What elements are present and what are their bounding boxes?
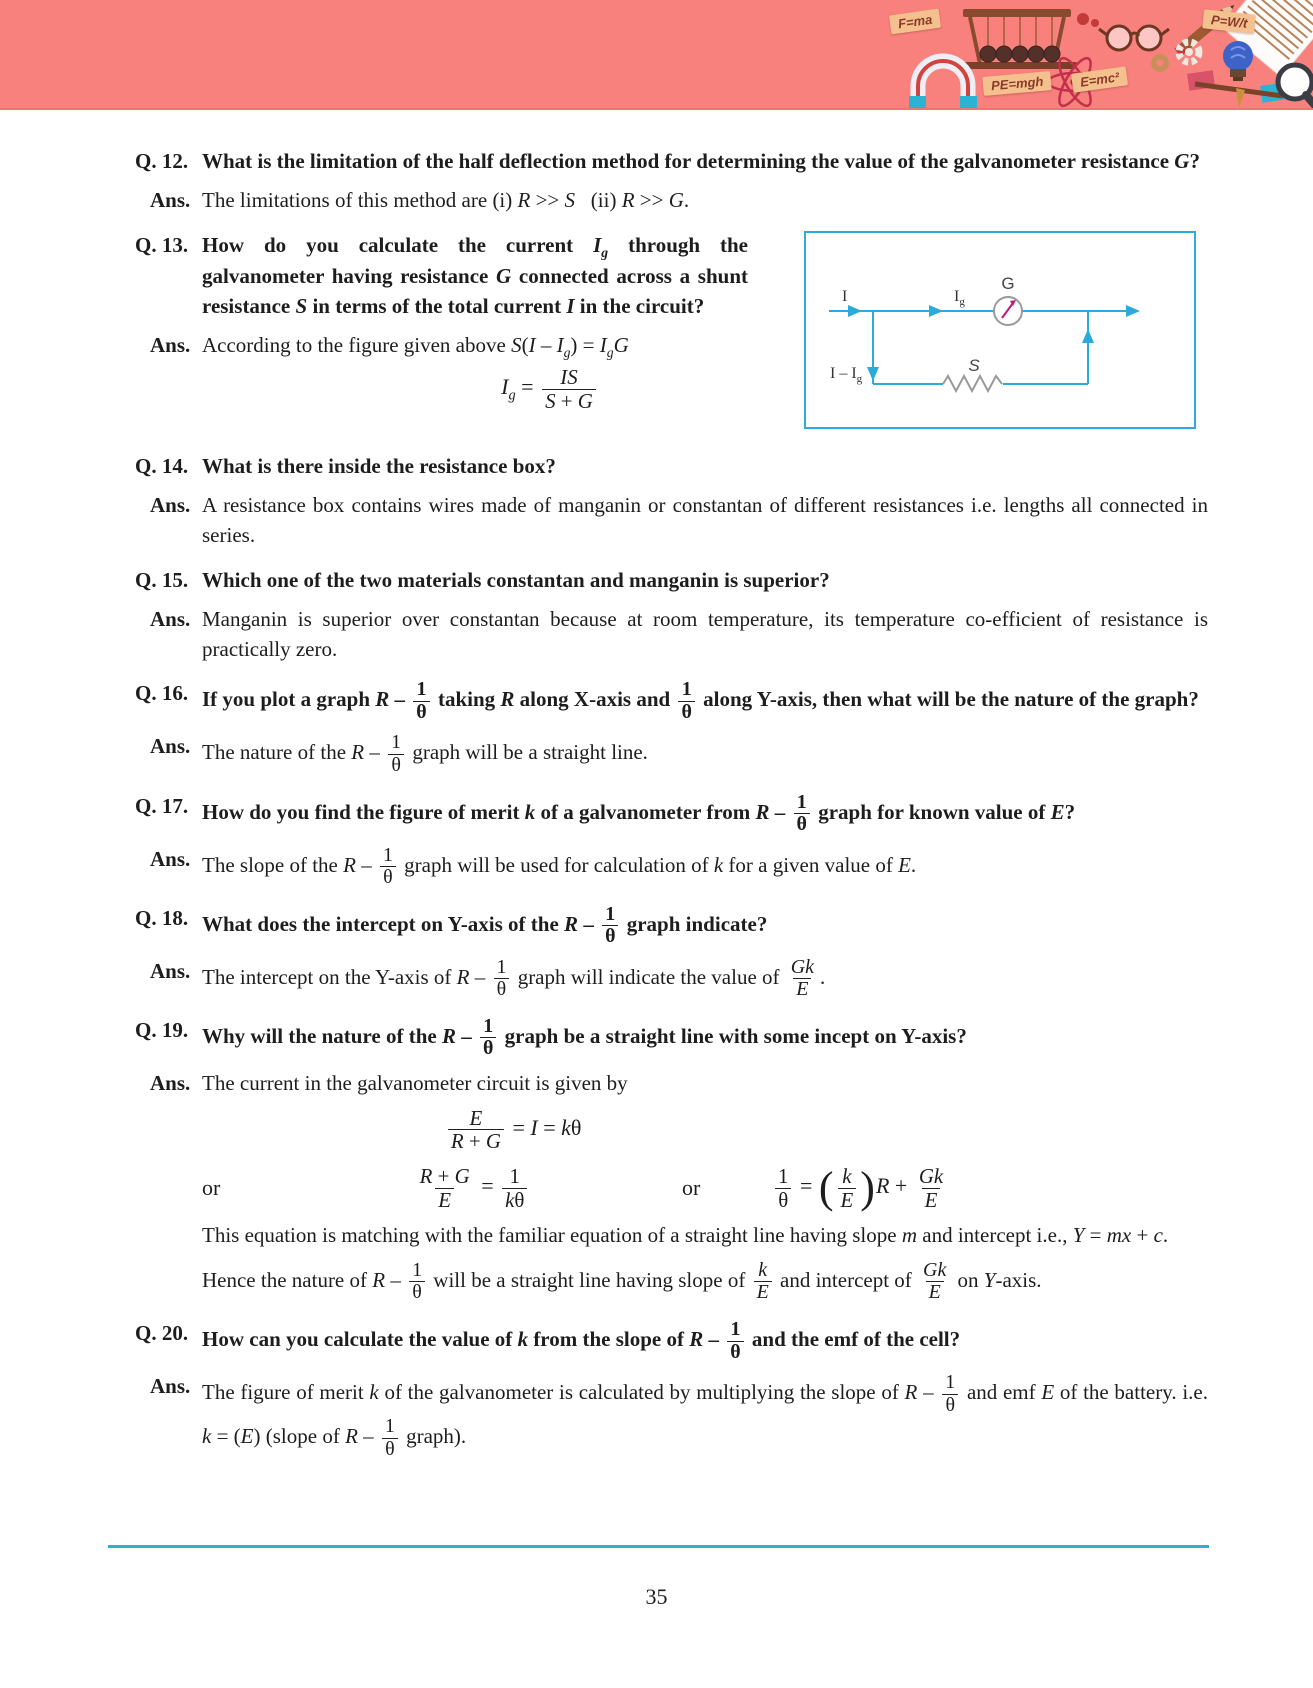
italic-term: R xyxy=(419,1163,433,1188)
italic-term: k xyxy=(561,1114,571,1140)
italic-term: G xyxy=(454,1163,470,1188)
italic-term: R xyxy=(875,1173,890,1199)
italic-term: E xyxy=(796,978,809,1001)
equation-cell: or xyxy=(202,1175,221,1201)
numerator: 1 xyxy=(391,731,402,754)
italic-term: Gk xyxy=(790,955,815,978)
big-paren: ) xyxy=(860,1163,875,1213)
italic-term: R xyxy=(755,799,770,824)
numerator xyxy=(755,1260,770,1282)
fraction xyxy=(413,679,429,723)
denominator: R + G xyxy=(448,1129,504,1153)
italic-term: R xyxy=(500,687,515,712)
page-number: 35 xyxy=(645,1584,668,1609)
magnet-icon xyxy=(909,61,977,108)
italic-term: E xyxy=(928,1281,941,1304)
italic-term: m xyxy=(901,1223,918,1248)
denominator: kθ xyxy=(502,1188,527,1212)
question-number: Q. 18. xyxy=(135,905,189,930)
equation: $\frac{E}{R + G}$ = I = kθ xyxy=(202,1107,824,1153)
answer-text: The nature of the R – $\frac{1}{\theta}$ graph will be a straight line. xyxy=(202,731,648,776)
denominator xyxy=(838,1188,857,1212)
answer-text: A resistance box contains wires made of manganin or constantan of different resistances i.e. lengths all connected in series. xyxy=(202,493,1208,548)
fraction xyxy=(542,366,596,412)
circuit-figure xyxy=(804,231,1196,438)
answer-label: Ans. xyxy=(150,493,191,518)
question-number: Q. 15. xyxy=(135,567,189,592)
fraction xyxy=(788,957,817,1001)
italic-term: R xyxy=(689,1326,704,1351)
italic-term: G xyxy=(1174,149,1190,173)
denominator: θ xyxy=(413,701,429,724)
italic-term: k xyxy=(517,1326,529,1351)
label-idiff-sub: g xyxy=(856,372,863,385)
formula-chip-pwt: P=W/t xyxy=(1202,9,1256,33)
numerator xyxy=(467,1107,486,1130)
label-ig-main: I xyxy=(954,287,960,305)
italic-term: IS xyxy=(560,365,578,390)
numerator: 1 xyxy=(483,1014,494,1037)
italic-term: R xyxy=(351,740,365,765)
answer-label: Ans. xyxy=(150,1070,191,1095)
italic-term: I xyxy=(501,374,509,400)
question-item xyxy=(135,904,1208,948)
answer-text: The slope of the R – $\frac{1}{\theta}$ graph will be used for calculation of k for a given value of E. xyxy=(202,843,917,889)
numerator: 1 xyxy=(416,678,427,701)
page-header-band xyxy=(0,0,1313,110)
question-number: Q. 20. xyxy=(135,1321,189,1345)
label-idiff-main: I – I xyxy=(830,364,857,382)
answer-item xyxy=(135,845,1208,889)
answer-item xyxy=(135,186,1208,216)
italic-term: Gk xyxy=(923,1258,947,1281)
numerator: 1 xyxy=(382,843,393,866)
denominator: θ xyxy=(382,1438,398,1461)
fraction xyxy=(502,1165,527,1211)
numerator: 1 xyxy=(509,1163,520,1188)
italic-term: I xyxy=(599,332,607,357)
numerator xyxy=(920,1260,949,1282)
equation-cell: $\frac{1}{\theta}$ = ( $\frac{k}{E}$ )R + $\frac{Gk}{E}$ xyxy=(772,1165,1208,1211)
footer-divider xyxy=(108,1545,1209,1548)
denominator: θ xyxy=(678,701,694,724)
figure-row-left xyxy=(135,231,748,417)
denominator: θ xyxy=(388,754,404,777)
question-item xyxy=(135,1016,1208,1060)
glasses-icon xyxy=(1099,26,1169,50)
question-text: How do you calculate the current $I_g$ through the galvanometer having resistance G connected across a shunt resistance S in terms of the total current I in the circuit? xyxy=(202,232,749,319)
question-number: Q. 17. xyxy=(135,793,189,818)
question-item xyxy=(135,231,748,322)
answer-item xyxy=(135,957,1208,1001)
fraction xyxy=(838,1165,857,1211)
italic-term: k xyxy=(758,1258,768,1281)
answer-label: Ans. xyxy=(150,332,191,357)
italic-term: E xyxy=(898,852,911,877)
italic-term: G xyxy=(668,187,684,212)
fraction xyxy=(678,679,694,723)
numerator xyxy=(839,1165,854,1188)
question-text: What is the limitation of the half deflection method for determining the value of the galvanometer resistance G? xyxy=(202,149,1200,173)
italic-term: Y xyxy=(1072,1223,1085,1248)
italic-term: E xyxy=(1050,799,1065,824)
subscript: g xyxy=(508,387,516,404)
answer-text: The limitations of this method are (i) R >> S (ii) R >> G. xyxy=(202,187,690,212)
answer-label: Ans. xyxy=(150,846,191,871)
italic-term: E xyxy=(924,1187,938,1212)
italic-term: I xyxy=(530,1114,538,1140)
numerator: 1 xyxy=(605,902,616,925)
denominator xyxy=(793,978,811,1001)
italic-term: Y xyxy=(983,1267,996,1292)
subscript: g xyxy=(601,244,609,260)
qa-content xyxy=(0,108,1313,1460)
italic-term: k xyxy=(713,852,724,877)
italic-term: R xyxy=(621,187,635,212)
answer-label: Ans. xyxy=(150,958,191,983)
equation-row xyxy=(202,1165,1208,1211)
italic-term: I xyxy=(528,332,536,357)
answer-label: Ans. xyxy=(150,734,191,759)
italic-term: E xyxy=(438,1187,452,1212)
answer-text: The figure of merit k of the galvanometer is calculated by multiplying the slope of R – $\frac{1}{\theta}$ and emf E of the battery. i.e. k = (E) (slope of R – $\frac{1}{\theta}$ graph). xyxy=(202,1371,1208,1460)
answer-item xyxy=(135,331,748,363)
denominator xyxy=(754,1281,772,1304)
italic-term: k xyxy=(505,1187,515,1212)
italic-term: I xyxy=(556,332,564,357)
fraction xyxy=(754,1260,772,1304)
question-number: Q. 13. xyxy=(135,232,189,257)
italic-term: R xyxy=(450,1129,464,1154)
numerator: 1 xyxy=(778,1163,789,1188)
subscript: g xyxy=(606,345,614,361)
italic-term: k xyxy=(202,1424,212,1449)
magnifier-icon xyxy=(1278,65,1313,108)
answer-item xyxy=(135,1372,1208,1460)
big-paren: ( xyxy=(818,1163,834,1213)
answer-item xyxy=(135,1069,1208,1099)
italic-term: R xyxy=(372,1267,386,1292)
denominator: θ xyxy=(380,866,396,889)
italic-term: E xyxy=(1041,1379,1055,1404)
italic-term: G xyxy=(577,388,593,413)
label-ig-sub: g xyxy=(959,295,965,308)
question-number: Q. 16. xyxy=(135,681,189,706)
numerator: 1 xyxy=(681,678,692,701)
fraction xyxy=(409,1260,425,1304)
italic-term: Gk xyxy=(918,1163,944,1188)
italic-term: R xyxy=(564,911,579,936)
label-galvanometer: G xyxy=(1001,273,1015,293)
figure-border xyxy=(805,232,1195,428)
italic-term: R xyxy=(343,852,356,877)
galvanometer-symbol xyxy=(994,297,1022,325)
question-item xyxy=(135,1319,1208,1363)
italic-term: G xyxy=(496,264,512,289)
question-item xyxy=(135,566,1208,596)
numerator: 1 xyxy=(496,955,507,978)
italic-term: R xyxy=(345,1424,358,1449)
italic-term: I xyxy=(593,232,602,257)
italic-term: G xyxy=(485,1129,501,1154)
numerator xyxy=(788,957,817,979)
formula-chip-emc2: E=mc² xyxy=(1071,66,1128,93)
equation: $I_g$ = $\frac{IS}{S + G}$ xyxy=(202,366,748,412)
question-item xyxy=(135,147,1208,177)
italic-term: I xyxy=(566,294,575,319)
numerator: 1 xyxy=(730,1318,741,1340)
answer-item xyxy=(135,732,1208,776)
italic-term: k xyxy=(524,799,536,824)
italic-term: E xyxy=(469,1105,483,1130)
formula-chip-fma: F=ma xyxy=(889,9,941,35)
italic-term: R xyxy=(456,964,470,989)
italic-term: E xyxy=(756,1281,769,1304)
answer-text: According to the figure given above $S(I - I_g) = I_gG$ xyxy=(202,332,629,361)
numerator: 1 xyxy=(796,790,807,813)
denominator: θ xyxy=(942,1394,958,1417)
fraction xyxy=(602,904,618,948)
numerator xyxy=(557,366,580,389)
paragraph-text: Hence the nature of R – $\frac{1}{\theta}$ will be a straight line having slope of $\frac{k}{E}$ and intercept of $\frac{Gk}{E}$ on Y-axis. xyxy=(202,1258,1042,1304)
light-bulb-icon xyxy=(1223,41,1253,81)
question-number: Q. 19. xyxy=(135,1017,189,1042)
red-ball-icon xyxy=(1077,13,1089,25)
denominator: θ xyxy=(775,1188,791,1212)
italic-term: R xyxy=(904,1379,918,1404)
question-with-figure-row xyxy=(135,231,1208,438)
denominator xyxy=(435,1188,454,1212)
subscript: g xyxy=(563,345,571,361)
question-number: Q. 12. xyxy=(135,149,189,173)
question-item xyxy=(135,679,1208,723)
fraction xyxy=(727,1319,743,1363)
italic-term: k xyxy=(369,1379,379,1404)
fraction xyxy=(794,792,810,836)
question-text: What does the intercept on Y-axis of the R – $\frac{1}{\theta}$ graph indicate? xyxy=(202,902,768,948)
answer-text: Manganin is superior over constantan because at room temperature, its temperature co-efficient of resistance is practically zero. xyxy=(202,606,1208,661)
question-text: What is there inside the resistance box? xyxy=(202,454,556,479)
denominator: θ xyxy=(602,925,618,948)
red-ball-small-icon xyxy=(1091,19,1099,27)
equation-cell: $\frac{R + G}{E}$ = $\frac{1}{k\theta}$ xyxy=(292,1165,652,1211)
fraction xyxy=(942,1372,958,1416)
fraction xyxy=(382,1416,398,1460)
question-text: How can you calculate the value of k from the slope of R – $\frac{1}{\theta}$ and the emf of the cell? xyxy=(202,1318,961,1363)
denominator: S + G xyxy=(542,389,596,413)
italic-term: G xyxy=(613,332,629,357)
italic-term: k xyxy=(842,1163,852,1188)
answer-paragraph xyxy=(135,1221,1208,1251)
fraction xyxy=(775,1165,791,1211)
answer-item xyxy=(135,605,1208,665)
denominator: θ xyxy=(409,1281,425,1304)
answer-label: Ans. xyxy=(150,1374,191,1399)
label-shunt: S xyxy=(968,355,980,375)
fraction xyxy=(448,1107,504,1153)
answer-paragraph xyxy=(135,1260,1208,1304)
fraction xyxy=(480,1016,496,1060)
formula-chip-pemgh: PE=mgh xyxy=(982,71,1052,96)
denominator: θ xyxy=(727,1341,743,1364)
paragraph-text: This equation is matching with the familiar equation of a straight line having slope m and intercept i.e., Y = mx + c. xyxy=(202,1223,1169,1248)
italic-term: R xyxy=(375,687,390,712)
denominator: θ xyxy=(494,978,510,1001)
equation-cell: or xyxy=(682,1175,701,1201)
question-item xyxy=(135,452,1208,482)
fraction xyxy=(916,1165,946,1211)
numerator: 1 xyxy=(384,1415,395,1438)
fraction xyxy=(417,1165,473,1211)
italic-term: mx xyxy=(1106,1223,1132,1248)
denominator xyxy=(926,1281,944,1304)
italic-term: S xyxy=(511,332,522,357)
italic-term: S xyxy=(545,388,556,413)
italic-term: c xyxy=(1153,1223,1163,1248)
fraction xyxy=(380,845,396,889)
answer-item xyxy=(135,491,1208,551)
numerator: 1 xyxy=(945,1371,956,1394)
answer-label: Ans. xyxy=(150,187,191,212)
answer-text: The current in the galvanometer circuit is given by xyxy=(202,1070,628,1095)
fraction xyxy=(920,1260,949,1304)
denominator: θ xyxy=(794,813,810,836)
answer-text: The intercept on the Y-axis of R – $\frac{1}{\theta}$ graph will indicate the value of $\frac{Gk}{E}$ . xyxy=(202,955,826,1001)
italic-term: E xyxy=(840,1187,854,1212)
question-item xyxy=(135,792,1208,836)
denominator: θ xyxy=(480,1037,496,1060)
italic-term: R xyxy=(441,1023,456,1048)
shunt-circuit-diagram xyxy=(804,231,1196,429)
fraction xyxy=(493,957,509,1001)
italic-term: S xyxy=(564,187,576,212)
answer-label: Ans. xyxy=(150,606,191,631)
question-text: Why will the nature of the R – $\frac{1}{\theta}$ graph be a straight line with some incept on Y-axis? xyxy=(202,1014,967,1060)
question-text: Which one of the two materials constantan and manganin is superior? xyxy=(202,567,830,592)
numerator: R + G xyxy=(419,1163,470,1188)
italic-term: E xyxy=(240,1424,254,1449)
numerator: 1 xyxy=(412,1258,423,1281)
newtons-cradle-icon xyxy=(959,9,1099,69)
italic-term: R xyxy=(517,187,531,212)
question-text: How do you find the figure of merit k of a galvanometer from R – $\frac{1}{\theta}$ graph for known value of E? xyxy=(202,790,1076,836)
label-total-current: I xyxy=(842,287,848,305)
denominator xyxy=(922,1188,941,1212)
question-number: Q. 14. xyxy=(135,454,189,479)
fraction xyxy=(388,732,404,776)
question-text: If you plot a graph R – $\frac{1}{\theta}$ taking R along X-axis and $\frac{1}{\theta}$ along Y-axis, then what will be the nature of the graph? xyxy=(202,678,1199,723)
numerator xyxy=(916,1165,946,1188)
italic-term: S xyxy=(295,294,308,319)
